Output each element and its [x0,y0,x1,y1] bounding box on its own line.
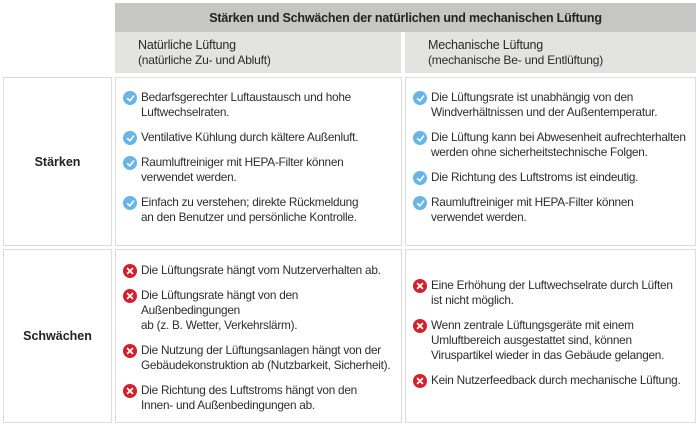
cell-staerken-mechanical [405,77,696,246]
list-item-text [431,318,664,363]
column-header-sublabel: (natürliche Zu- und Abluft) [138,53,271,67]
list-item [413,170,687,185]
text-line: Luftwechselraten. [141,105,230,119]
list-item-text [141,195,358,225]
text-line: Die Lüftungsrate ist unabhängig von den [431,90,634,104]
check-circle-icon [413,131,427,145]
text-line: Umluftbereich ausgestattet sind, können [431,333,632,347]
text-line: Gebäudekonstruktion ab (Nutzbarkeit, Sicherheit). [141,358,391,372]
text-line: verwendet werden. [431,210,527,224]
list-item-text [431,195,633,225]
list-item [413,318,687,363]
check-circle-icon [413,196,427,210]
text-line: Wenn zentrale Lüftungsgeräte mit einem [431,318,634,332]
text-line: Die Lüftungsrate hängt vom Nutzerverhalten ab. [141,263,381,277]
list-item-text [431,90,657,120]
x-circle-icon [123,384,137,398]
check-circle-icon [123,196,137,210]
cell-schwaechen-mechanical [405,249,696,423]
x-circle-icon [413,279,427,293]
list-item [123,263,393,278]
column-header-mechanical [405,32,696,73]
list-item-text [431,373,681,388]
table-title: Stärken und Schwächen der natürlichen und mechanischen Lüftung [115,3,696,32]
check-circle-icon [123,156,137,170]
check-circle-icon [413,91,427,105]
text-line: Kein Nutzerfeedback durch mechanische Lüftung. [431,373,681,387]
text-line: Ventilative Kühlung durch kältere Außenluft. [141,130,359,144]
check-circle-icon [413,171,427,185]
list-item [413,373,687,388]
list-item [123,343,393,373]
x-circle-icon [413,374,427,388]
text-line: Einfach zu verstehen; direkte Rückmeldung [141,195,359,209]
text-line: Raumluftreiniger mit HEPA-Filter können [431,195,634,209]
list-item [123,288,393,333]
x-circle-icon [123,264,137,278]
text-line: werden ohne sicherheitstechnische Folgen. [431,145,648,159]
x-circle-icon [413,319,427,333]
list-item [413,90,687,120]
list-item [123,90,393,120]
row-label-text: Stärken [34,154,81,169]
list-item-text [431,278,673,308]
list-item [413,278,687,308]
list-item-text [141,288,393,333]
list-item [123,383,393,413]
x-circle-icon [123,289,137,303]
x-circle-icon [123,344,137,358]
list-item [123,155,393,185]
row-label-staerken [3,77,112,246]
text-line: Die Nutzung der Lüftungsanlagen hängt von der [141,343,381,357]
list-item [413,195,687,225]
check-circle-icon [123,131,137,145]
cell-schwaechen-natural [115,249,402,423]
text-line: Windverhältnissen und der Außentemperatur. [431,105,658,119]
list-item-text [141,263,381,278]
text-line: Viruspartikel wieder in das Gebäude gelangen. [431,348,665,362]
list-item-text [431,170,638,185]
list-item-text [141,155,343,185]
text-line: Die Richtung des Luftstroms hängt von den [141,383,357,397]
list-item-text [141,383,357,413]
text-line: Raumluftreiniger mit HEPA-Filter können [141,155,344,169]
column-header-sublabel: (mechanische Be- und Entlüftung) [428,53,604,67]
row-label-schwaechen [3,249,112,423]
text-line: Innen- und Außenbedingungen ab. [141,398,315,412]
text-line: Bedarfsgerechter Luftaustausch und hohe [141,90,351,104]
list-item [123,195,393,225]
column-header-label: Natürliche Lüftung [138,38,236,52]
column-header-label: Mechanische Lüftung [428,38,544,52]
list-item [123,130,393,145]
cell-staerken-natural [115,77,402,246]
text-line: verwendet werden. [141,170,237,184]
text-line: Die Lüftungsrate hängt von den Außenbedingungen [141,288,299,317]
text-line: Die Lüftung kann bei Abwesenheit aufrechterhalten [431,130,686,144]
row-label-text: Schwächen [23,329,92,343]
list-item-text [431,130,686,160]
text-line: an den Benutzer und persönliche Kontrolle. [141,210,357,224]
text-line: ab (z. B. Wetter, Verkehrslärm). [141,318,298,332]
text-line: Die Richtung des Luftstroms ist eindeutig. [431,170,639,184]
list-item-text [141,90,351,120]
text-line: Eine Erhöhung der Luftwechselrate durch Lüften [431,278,673,292]
text-line: ist nicht möglich. [431,293,514,307]
list-item-text [141,343,390,373]
list-item [413,130,687,160]
check-circle-icon [123,91,137,105]
list-item-text [141,130,358,145]
column-header-natural [115,32,401,73]
